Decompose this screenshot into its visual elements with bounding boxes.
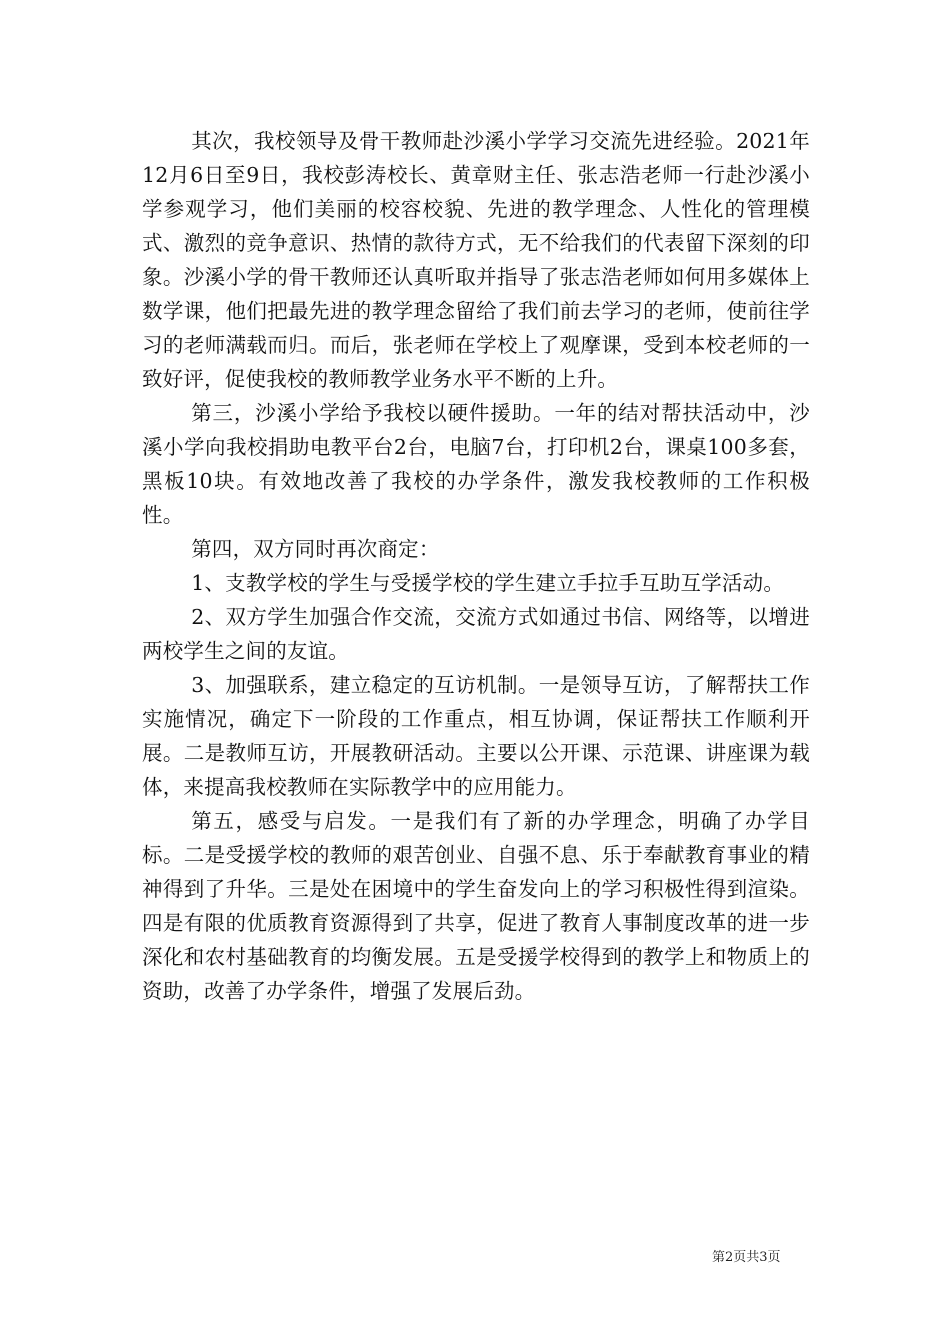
paragraph-exchange-visit: 其次，我校领导及骨干教师赴沙溪小学学习交流先进经验。2021年12月6日至9日，我校彭涛校长、黄章财主任、张志浩老师一行赴沙溪小学参观学习，他们美丽的校容校貌、先进的教学理念、人性化的管理模式、激烈的竞争意识、热情的款待方式，无不给我们的代表留下深刻的印象。沙溪小学的骨干教师还认真听取并指导了张志浩老师如何用多媒体上数学课，他们把最先进的教学理念留给了我们前去学习的老师，使前往学习的老师满载而归。而后，张老师在学校上了观摩课，受到本校老师的一致好评，促使我校的教师教学业务水平不断的上升。	[142, 129, 810, 391]
paragraph-agreement-intro: 第四，双方同时再次商定：	[191, 537, 440, 561]
page-number: 第2页共3页	[712, 1250, 781, 1265]
paragraph-agreement-item-2: 2、双方学生加强合作交流，交流方式如通过书信、网络等，以增进两校学生之间的友谊。	[142, 605, 810, 663]
paragraph-agreement-item-3: 3、加强联系，建立稳定的互访机制。一是领导互访，了解帮扶工作实施情况，确定下一阶段的工作重点，相互协调，保证帮扶工作顺利开展。二是教师互访，开展教研活动。主要以公开课、示范课、讲座课为载体，来提高我校教师在实际教学中的应用能力。	[142, 673, 810, 799]
document-body	[142, 124, 810, 1008]
paragraph-hardware-aid: 第三，沙溪小学给予我校以硬件援助。一年的结对帮扶活动中，沙溪小学向我校捐助电教平台2台，电脑7台，打印机2台，课桌100多套，黑板10块。有效地改善了我校的办学条件，激发我校教师的工作积极性。	[142, 401, 810, 527]
paragraph-reflections: 第五，感受与启发。一是我们有了新的办学理念，明确了办学目标。二是受援学校的教师的艰苦创业、自强不息、乐于奉献教育事业的精神得到了升华。三是处在困境中的学生奋发向上的学习积极性得到渲染。四是有限的优质教育资源得到了共享，促进了教育人事制度改革的进一步深化和农村基础教育的均衡发展。五是受援学校得到的教学上和物质上的资助，改善了办学条件，增强了发展后劲。	[142, 809, 810, 1003]
paragraph-agreement-item-1: 1、支教学校的学生与受援学校的学生建立手拉手互助互学活动。	[191, 571, 785, 595]
